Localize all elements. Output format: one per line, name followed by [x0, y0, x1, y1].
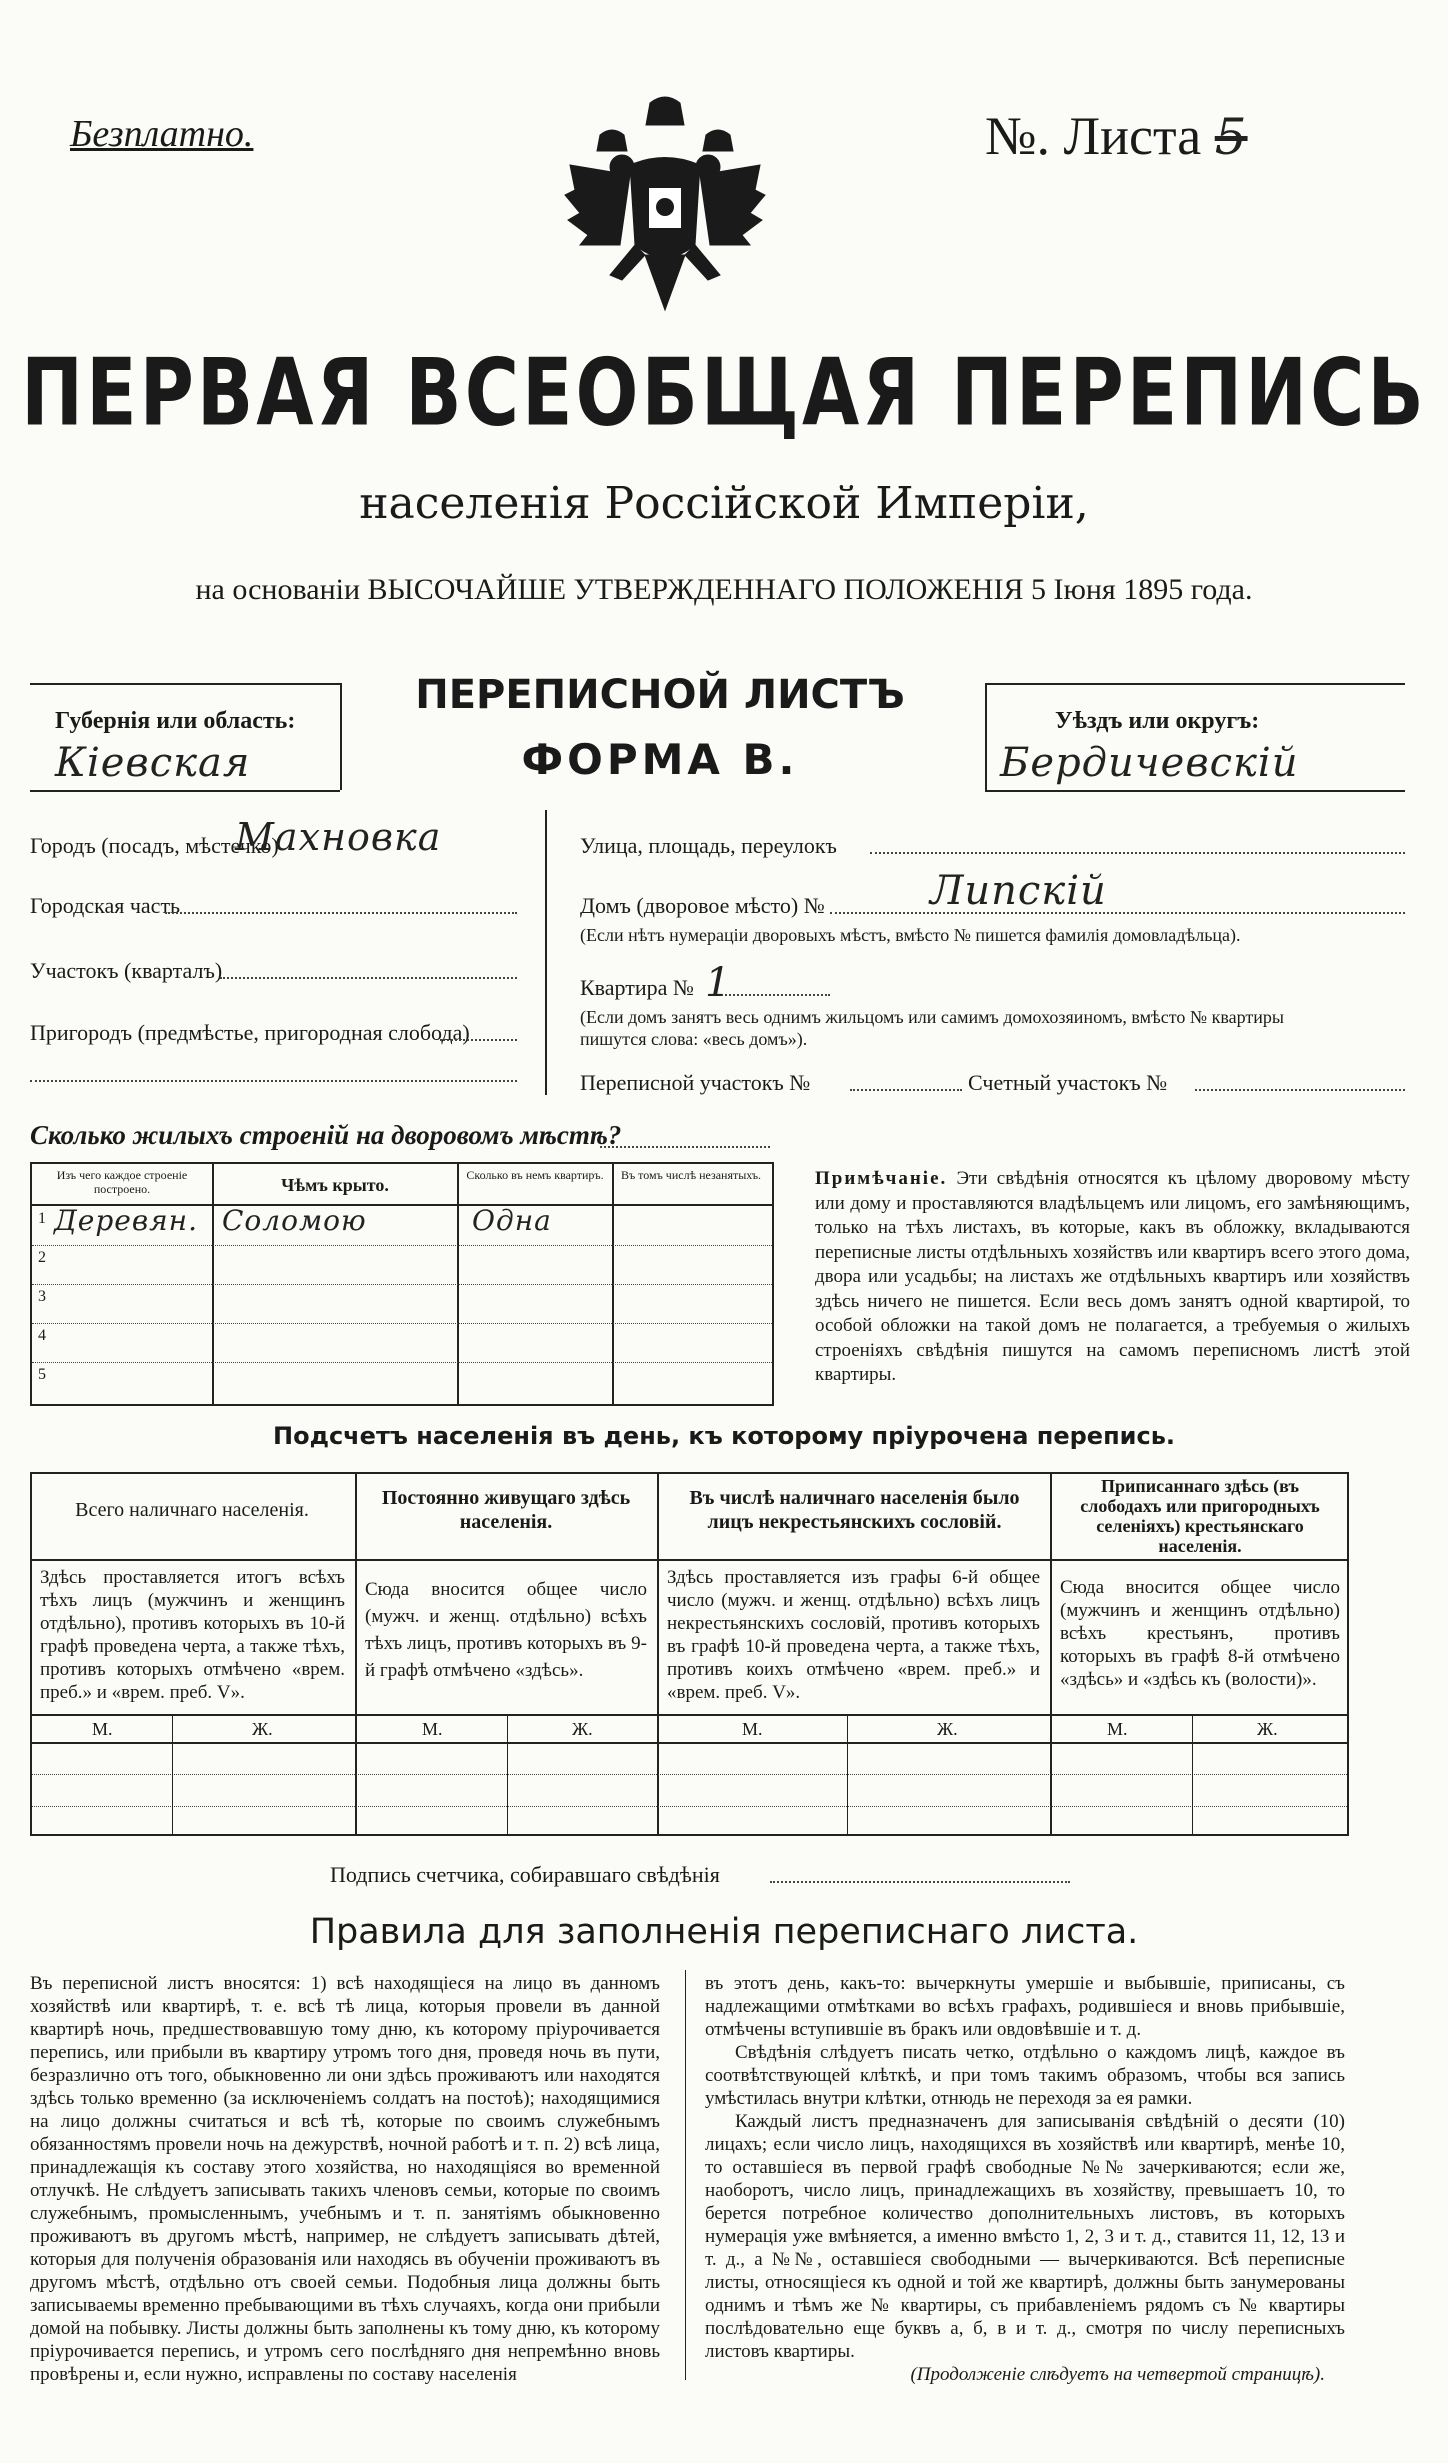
count-body-nonpeasant: Здѣсь проставляется изъ графы 6-й общее число (мужч. и женщ. отдѣльно) всѣхъ лицъ некрестьянскихъ сословій, противъ которыхъ въ графѣ 10-й проведена черта, а также тѣхъ, противъ коихъ отмѣчено «врем. преб.» и «врем. преб. V». — [667, 1567, 1040, 1703]
buildings-question: Сколько жилыхъ строеній на дворовомъ мѣстѣ? — [30, 1120, 622, 1150]
signature-label: Подпись счетчика, собиравшаго свѣдѣнія — [330, 1862, 720, 1887]
buildings-note-title: Примѣчаніе. — [815, 1168, 948, 1189]
kvartira-note: (Если домъ занятъ весь однимъ жильцомъ или самимъ домохозяиномъ, вмѣсто № квартиры пишутся слова: «весь домъ»). — [580, 1007, 1284, 1049]
gorod-value: Махновка — [235, 815, 442, 859]
building-row-number: 1 — [38, 1210, 46, 1227]
building-row-number: 3 — [38, 1288, 46, 1305]
m-label-1: М. — [92, 1719, 113, 1739]
m-label-2: М. — [422, 1719, 443, 1739]
subtitle: населенія Россійской Имперіи, — [359, 478, 1089, 529]
guberniya-value: Кіевская — [55, 740, 251, 786]
count-head-total: Всего наличнаго населенія. — [75, 1499, 309, 1521]
count-table — [30, 1472, 1349, 1836]
dom-value: Липскій — [930, 868, 1107, 914]
kvartira-value: 1 — [705, 960, 732, 1006]
count-body-permanent: Сюда вносится общее число (мужч. и женщ. отдѣльно) всѣхъ тѣхъ лицъ, противъ которыхъ въ 9-й графѣ отмѣчено «здѣсь». — [365, 1579, 647, 1681]
dom-label: Домъ (дворовое мѣсто) № — [580, 893, 825, 918]
building-roof: Соломою — [222, 1204, 367, 1237]
rules-title: Правила для заполненія переписнаго листа. — [309, 1912, 1139, 1952]
building-row-number: 5 — [38, 1366, 46, 1383]
rules-right-column — [705, 1972, 1345, 2386]
m-label-4: М. — [1107, 1719, 1128, 1739]
guberniya-label: Губернія или область: — [55, 708, 296, 734]
building-row-number: 2 — [38, 1249, 46, 1266]
buildings-header-material: Изъ чего каждое строеніе построено. — [56, 1168, 188, 1196]
count-head-permanent: Постоянно живущаго здѣсь населенія. — [381, 1487, 631, 1533]
main-title: ПЕРВАЯ ВСЕОБЩАЯ ПЕРЕПИСЬ — [21, 339, 1427, 447]
buildings-header-apartments: Сколько въ немъ квартиръ. — [466, 1168, 604, 1182]
uchastok-label: Участокъ (кварталъ) — [30, 958, 223, 983]
rules-right-p1: въ этотъ день, какъ-то: вычеркнуты умершіе и выбывшіе, приписаны, съ надлежащими отмѣтками во всѣхъ графахъ, родившіеся и вновь прибывшіе, отмѣчены вступившіе въ бракъ или овдовѣвшіе и т. д. — [705, 1973, 1345, 2040]
zh-label-1: Ж. — [252, 1719, 273, 1739]
buildings-table — [30, 1162, 774, 1406]
count-body-total: Здѣсь проставляется итогъ всѣхъ тѣхъ лицъ (мужчинъ и женщинъ отдѣльно), противъ которыхъ въ 10-й графѣ проведена черта, а также тѣхъ, противъ которыхъ отмѣчено «врем. преб.» и «врем. преб. V». — [40, 1567, 345, 1703]
rules-right-p3: Каждый листъ предназначенъ для записыванія свѣдѣній о десяти (10) лицахъ; если число лицъ, находящихся въ хозяйствѣ или квартирѣ, менѣе 10, то оставшіеся въ первой графѣ свободные №№ зачеркиваются; если же, наоборотъ, число лицъ, принадлежащихъ въ хозяйству, превышаетъ 10, то берется потребное количество дополнительныхъ листовъ, въ которыхъ нумерація уже вмѣняется, а именно вмѣсто 1, 2, 3 и т. д., ставится 11, 12, 13 и т. д., а №№, оставшіеся свободными — вычеркиваются. Всѣ переписные листы, относящіеся къ одной и той же квартирѣ, должны быть занумерованы однимъ и тѣмъ же № квартиры, съ прибавленіемъ рядомъ съ № квартиры послѣдовательно еще буквъ а, б, в и т. д., смотря по числу переписныхъ листовъ квартиры. — [705, 2111, 1345, 2362]
sheet-number-label: №. Листа — [985, 106, 1202, 166]
building-material: Деревян. — [54, 1204, 199, 1237]
count-head-peasant: Приписаннаго здѣсь (въ слободахъ или пригородныхъ селеніяхъ) крестьянскаго населенія. — [1080, 1476, 1320, 1556]
imperial-eagle-emblem — [560, 95, 770, 320]
sheet-number-value: 5 — [1214, 108, 1248, 166]
gorodskaya-chast-label: Городская часть — [30, 893, 181, 918]
gorod-label: Городъ (посадъ, мѣстечко) — [30, 833, 279, 858]
buildings-header-roof: Чѣмъ крыто. — [281, 1175, 389, 1195]
count-head-nonpeasant: Въ числѣ наличнаго населенія было лицъ некрестьянскихъ сословій. — [689, 1487, 1020, 1533]
building-row-number: 4 — [38, 1327, 46, 1344]
perepisnoy-label: Переписной участокъ № — [580, 1070, 811, 1095]
zh-label-3: Ж. — [937, 1719, 958, 1739]
ulitsa-label: Улица, площадь, переулокъ — [580, 833, 837, 858]
uezd-value: Бердичевскій — [1000, 740, 1299, 786]
kvartira-label: Квартира № — [580, 975, 694, 1000]
schetny-label: Счетный участокъ № — [968, 1070, 1168, 1095]
count-title: Подсчетъ населенія въ день, къ которому пріурочена перепись. — [273, 1422, 1175, 1450]
buildings-note-text: Эти свѣдѣнія относятся къ цѣлому дворовому мѣсту или дому и проставляются владѣльцемъ или лицомъ, его замѣняющимъ, только на тѣхъ листахъ, въ которые, какъ въ обложку, вкладываются переписные листы отдѣльныхъ хозяйствъ или квартиръ всего этого дома, двора или усадьбы; на листахъ же отдѣльныхъ квартиръ или хозяйствъ здѣсь ничего не пишется. Если весь домъ занятъ одной квартирой, то особой обложки на такой домъ не полагается, а требуемыя о жилыхъ строеніяхъ свѣдѣнія пишутся на самомъ переписномъ листѣ этой квартиры. — [815, 1168, 1411, 1385]
buildings-note — [815, 1167, 1410, 1388]
sheet-number — [985, 105, 1248, 167]
building-apartments: Одна — [472, 1204, 552, 1237]
count-body-peasant: Сюда вносится общее число (мужчинъ и женщинъ отдѣльно) всѣхъ крестьянъ, противъ которыхъ въ графѣ 8-й отмѣчено «здѣсь» и «здѣсь къ (волости)». — [1060, 1577, 1340, 1690]
rules-left-column: Въ переписной листъ вносятся: 1) всѣ находящіеся на лицо въ данномъ хозяйствѣ или квартирѣ, т. е. всѣ тѣ лица, которыя провели въ данной квартирѣ ночь, предшествовавшую тому дню, къ которому пріурочивается перепись, или прибыли въ квартиру утромъ того дня, проведя ночь въ пути, безразлично отъ того, обыкновенно ли они здѣсь проживаютъ или находятся здѣсь только временно (за исключеніемъ солдатъ на постоѣ); находящимися на лицо должны считаться и всѣ тѣ, которые по своимъ служебнымъ обязанностямъ провели ночь на дежурствѣ, ночной работѣ и т. п. 2) всѣ лица, принадлежащія къ составу этого хозяйства, но находящіяся во временной отлучкѣ. Не слѣдуетъ записывать такихъ членовъ семьи, которые по своимъ служебнымъ, промысленнымъ, учебнымъ и т. п. занятіямъ обыкновенно проживаютъ въ другомъ мѣстѣ, например, не слѣдуетъ записывать дѣтей, которыя для полученія образованія или находясь въ обученіи проживаютъ въ другомъ мѣстѣ, отдѣльно отъ своей семьи. Подобныя лица должны быть записываемы временно пребывающими въ тѣхъ случаяхъ, когда они прибыли домой на побывку. Листы должны быть заполнены къ тому дню, къ которому пріурочивается перепись, и утромъ сего послѣдняго дня непремѣнно вновь провѣрены и, если нужно, исправлены по составу населенія — [30, 1973, 660, 2385]
rules-right-p2: Свѣдѣнія слѣдуетъ писать четко, отдѣльно о каждомъ лицѣ, каждое въ соотвѣтствующей клѣткѣ, и при томъ такимъ образомъ, чтобы вся запись умѣстилась внутри клѣтки, отнюдь не переходя за ея рамки. — [705, 2042, 1345, 2109]
free-label: Безплатно. — [70, 113, 254, 155]
rules-continued: (Продолженіе слѣдуетъ на четвертой страницѣ). — [910, 2364, 1325, 2385]
prigorod-label: Пригородъ (предмѣстье, пригородная слобода) — [30, 1020, 470, 1045]
dom-note: (Если нѣтъ нумераціи дворовыхъ мѣстъ, вмѣсто № пишется фамилія домовладѣльца). — [580, 925, 1241, 945]
census-sheet-title: ПЕРЕПИСНОЙ ЛИСТЪ — [415, 672, 905, 718]
basis-line: на основаніи ВЫСОЧАЙШЕ УТВЕРЖДЕННАГО ПОЛОЖЕНІЯ 5 Іюня 1895 года. — [195, 573, 1253, 606]
m-label-3: М. — [742, 1719, 763, 1739]
zh-label-2: Ж. — [572, 1719, 593, 1739]
buildings-header-vacant: Въ томъ числѣ незанятыхъ. — [620, 1168, 762, 1182]
uezd-label: Уѣздъ или округъ: — [1055, 708, 1260, 734]
zh-label-4: Ж. — [1257, 1719, 1278, 1739]
form-letter: ФОРМА В. — [521, 735, 799, 784]
